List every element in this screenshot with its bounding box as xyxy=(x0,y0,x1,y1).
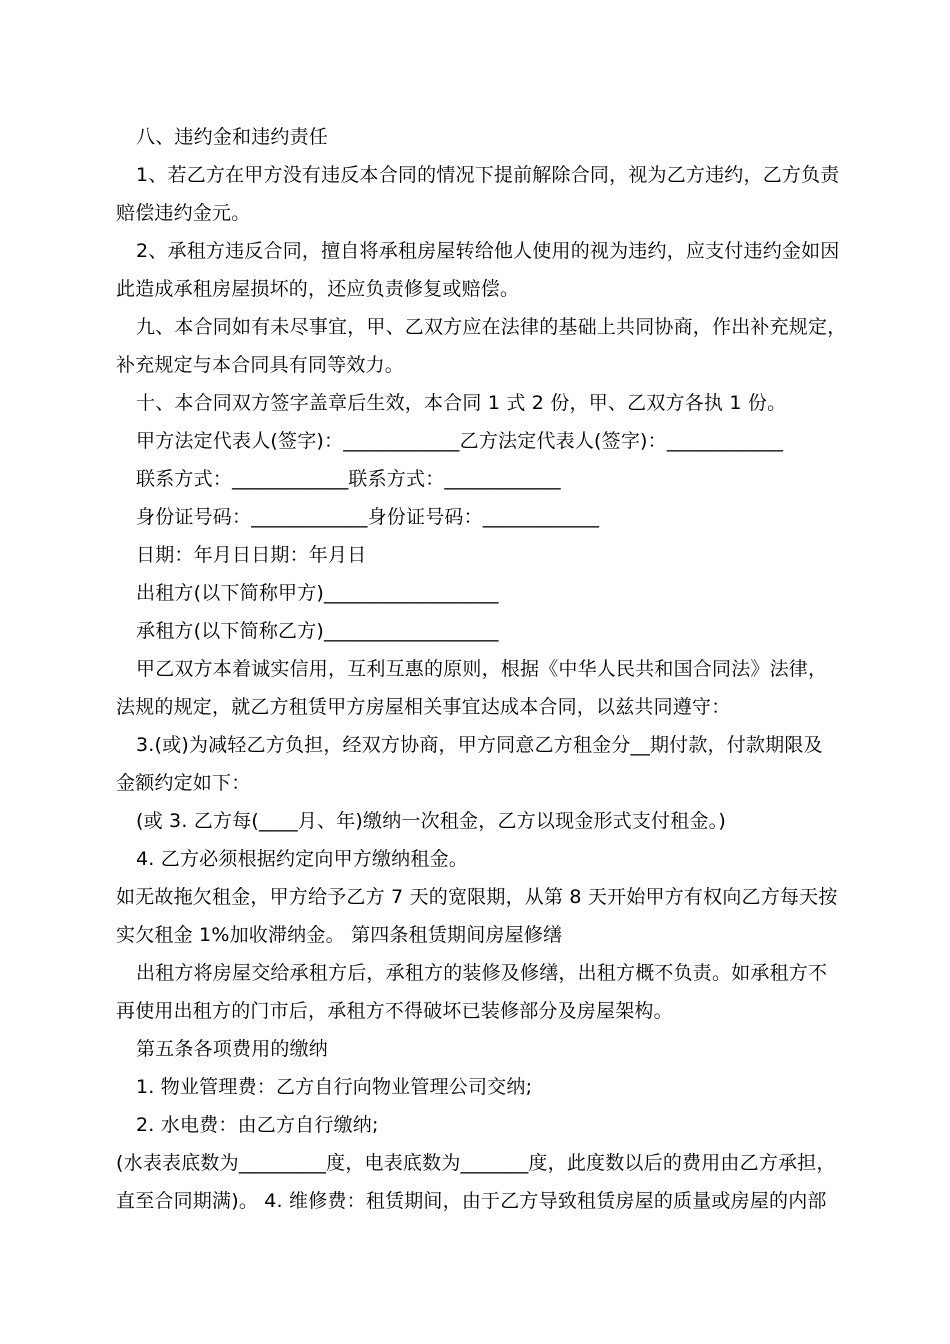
clause-supplementary-cont: 补充规定与本合同具有同等效力。 xyxy=(116,354,405,376)
clause-installment-cont: 金额约定如下： xyxy=(116,772,251,794)
clause-maintenance: 直至合同期满)。 4. 维修费：租赁期间，由于乙方导致租赁房屋的质量或房屋的内部 xyxy=(116,1190,827,1212)
clause-pay-rent: 4. 乙方必须根据约定向甲方缴纳租金。 xyxy=(136,848,468,870)
clause-effectiveness: 十、本合同双方签字盖章后生效，本合同 1 式 2 份，甲、乙双方各执 1 份。 xyxy=(136,392,787,414)
clause-early-termination-cont: 赔偿违约金元。 xyxy=(116,202,251,224)
clause-grace-period: 如无故拖欠租金，甲方给予乙方 7 天的宽限期，从第 8 天开始甲方有权向乙方每天按 xyxy=(116,886,838,908)
clause-utilities: 2. 水电费：由乙方自行缴纳; xyxy=(136,1114,379,1136)
party-lessee: 承租方(以下简称乙方)__________________ xyxy=(136,620,499,642)
clause-renovation: 出租方将房屋交给承租方后，承租方的装修及修缮，出租方概不负责。如承租方不 xyxy=(136,962,828,984)
article-five-heading: 第五条各项费用的缴纳 xyxy=(136,1038,329,1060)
signature-contact: 联系方式：____________联系方式：____________ xyxy=(136,468,561,490)
clause-late-fee-and-article-four: 实欠租金 1%加收滞纳金。 第四条租赁期间房屋修缮 xyxy=(116,924,563,946)
party-lessor: 出租方(以下简称甲方)__________________ xyxy=(136,582,499,604)
signature-id-number: 身份证号码：____________身份证号码：____________ xyxy=(136,506,600,528)
clause-property-fee: 1. 物业管理费：乙方自行向物业管理公司交纳; xyxy=(136,1076,533,1098)
clause-sublet-breach: 2、承租方违反合同，擅自将承租房屋转给他人使用的视为违约，应支付违约金如因 xyxy=(136,240,840,262)
clause-sublet-breach-cont: 此造成承租房屋损坏的，还应负责修复或赔偿。 xyxy=(116,278,520,300)
signature-legal-rep: 甲方法定代表人(签字)：____________乙方法定代表人(签字)：____________ xyxy=(136,430,784,452)
clause-alt-payment: (或 3. 乙方每(____月、年)缴纳一次租金，乙方以现金形式支付租金。) xyxy=(136,810,726,832)
signature-date: 日期：年月日日期：年月日 xyxy=(136,544,367,566)
clause-renovation-cont: 再使用出租方的门市后，承租方不得破坏已装修部分及房屋架构。 xyxy=(116,1000,673,1022)
clause-installment: 3.(或)为减轻乙方负担，经双方协商，甲方同意乙方租金分__期付款，付款期限及 xyxy=(136,734,823,756)
clause-supplementary: 九、本合同如有未尽事宜，甲、乙双方应在法律的基础上共同协商，作出补充规定， xyxy=(136,316,847,338)
clause-meter-readings: (水表表底数为_________度，电表底数为_______度，此度数以后的费用由乙方承担， xyxy=(116,1152,836,1174)
preamble-cont: 法规的规定，就乙方租赁甲方房屋相关事宜达成本合同，以兹共同遵守： xyxy=(116,696,731,718)
preamble: 甲乙双方本着诚实信用，互利互惠的原则，根据《中华人民共和国合同法》法律， xyxy=(136,658,828,680)
section-heading-breach-liability: 八、违约金和违约责任 xyxy=(136,126,329,148)
clause-early-termination: 1、若乙方在甲方没有违反本合同的情况下提前解除合同，视为乙方违约，乙方负责 xyxy=(136,164,840,186)
